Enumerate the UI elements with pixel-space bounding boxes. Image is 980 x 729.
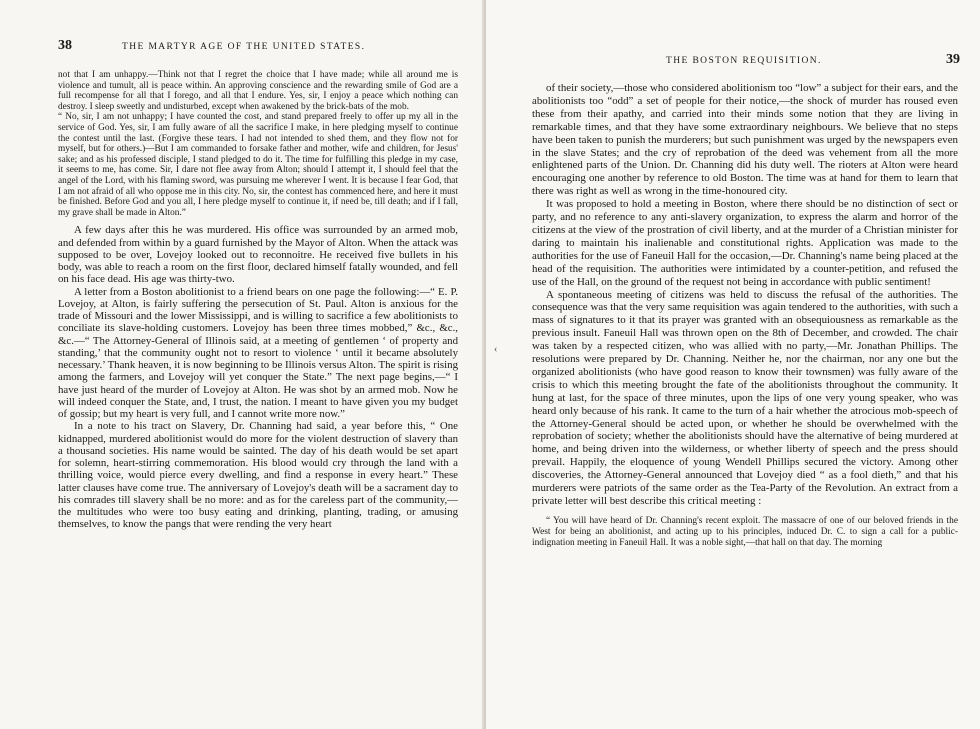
left-page-number: 38 bbox=[58, 38, 72, 53]
left-body-paragraphs bbox=[58, 224, 458, 530]
right-page bbox=[486, 0, 980, 729]
body-paragraph: In a note to his tract on Slavery, Dr. Channing had said, a year before this, “ One kidnapped, murdered abolitionist would do more for the violent destruction of slavery than a thousand societies. His name would be sainted. The day of his death would be set apart for solemn, heart-stirring commemoration. His blood would cry through the land with a thrilling voice, would pierce every dwelling, and find a response in every heart.” These latter clauses have come true. The anniversary of Lovejoy's death will be a sacrament day to his comrades till slavery shall be no more: and as for the careless part of the community,—the multitudes who were too busy eating and drinking, planting, trading, or amusing themselves, to know the pangs that were rending the very heart bbox=[58, 420, 458, 531]
left-body-text bbox=[58, 70, 458, 531]
body-paragraph: of their society,—those who considered abolitionism too “low” a subject for their ears, and the abolitionists too “odd” a set of people for their notice,—the shock of murder has roused even these from their apathy, and carried into their minds some notion that they are living in remarkable times, and that they have some extraordinary neighbours. We believe that no steps have been taken to punish the murderers; but such punishment was urged by the newspapers even in the slave States; and the cry of reprobation of the deed was vehement from all the more enlightened parts of the Union. Dr. Channing did his duty well. The rioters at Alton were heard encouraging one another by reference to old Boston. The time was at hand for them to learn that there was right as well as wrong in the time-honoured city. bbox=[532, 82, 958, 198]
body-paragraph: A few days after this he was murdered. His office was surrounded by an armed mob, and defended from within by a guard furnished by the Mayor of Alton. When the attack was supposed to be over, Lovejoy looked out to reconnoitre. He received five bullets in his body, was able to reach a room on the first floor, declared himself fatally wounded, and fell on his face dead. His age was thirty-two. bbox=[58, 224, 458, 286]
right-page-number: 39 bbox=[946, 52, 960, 67]
quote-paragraph: not that I am unhappy.—Think not that I regret the choice that I have made; while all around me is violence and tumult, all is peace within. An approving conscience and the rewarding smile of God are a full recompense for all that I forego, and all that I endure. Yes, sir, I enjoy a peace which nothing can destroy. I sleep sweetly and undisturbed, except when awakened by the brick-bats of the mob. bbox=[58, 70, 458, 112]
quote-paragraph: “ No, sir, I am not unhappy; I have counted the cost, and stand prepared freely to offer up my all in the service of God. Yes, sir, I am fully aware of all the sacrifice I make, in here pledging myself to continue the contest until the last. (Forgive these tears. I had not intended to shed them, and they flow not for myself, but for others.)—But I am commanded to forsake father and mother, wife and children, for Jesus' sake; and as his professed disciple, I stand pledged to do it. The time for fulfilling this pledge in my case, it seems to me, has come. Sir, I dare not flee away from Alton; should I attempt it, I should feel that the angel of the Lord, with his flaming sword, was pursuing me wherever I went. It is because I fear God, that I am not afraid of all who oppose me in this city. No, sir, the contest has commenced here, and here it must be finished. Before God and you all, I here pledge myself to continue it, if need be, till death; and if I fall, my grave shall be made in Alton.” bbox=[58, 112, 458, 218]
footnote: “ You will have heard of Dr. Channing's recent exploit. The massacre of one of our beloved friends in the West for being an abolitionist, and acting up to his principles, induced Dr. C. to sign a call for a public-indignation meeting in Faneuil Hall. It was a noble sight,—that hall on that day. The morning bbox=[532, 515, 958, 548]
left-running-head bbox=[58, 38, 476, 56]
lovejoy-speech-quote bbox=[58, 70, 458, 218]
left-page bbox=[0, 0, 486, 729]
right-running-head bbox=[532, 52, 960, 70]
margin-mark: ‹ bbox=[494, 344, 498, 355]
body-paragraph: It was proposed to hold a meeting in Boston, where there should be no distinction of sect or party, and no reference to any anti-slavery organization, to express the alarm and horror of the citizens at the view of the prostration of civil liberty, and at the murder of a Christian minister for daring to maintain his inalienable and constitutional rights. Application was made to the authorities for the use of Faneuil Hall for the occasion,—Dr. Channing's name being placed at the head of the requisition. The authorities were intimidated by a counter-petition, and refused the use of the Hall, on the ground of the request not being in accordance with public sentiment! bbox=[532, 198, 958, 288]
right-running-title: THE BOSTON REQUISITION. bbox=[666, 56, 822, 66]
body-paragraph: A spontaneous meeting of citizens was held to discuss the refusal of the authorities. The consequence was that the very same requisition was again tendered to the authorities, with such a mass of signatures to it that its prayer was granted with an obsequiousness as remarkable as the previous insult. Faneuil Hall was thrown open on the 8th of December, and crowded. The chair was taken by a respected citizen, who was allied with no party,—Mr. Jonathan Phillips. The resolutions were prepared by Dr. Channing. Neither he, nor the chairman, nor any one but the organized abolitionists (who have good reason to know their townsmen) was fully aware of the crisis to which this meeting brought the fate of the abolitionists throughout the community. It hung at last, for the space of three minutes, upon the lips of one very young speaker, who was heard only because of his rank. It came to the turn of a hair whether the atrocious mob-speech of the Attorney-General should be acted upon, or whether he should be overwhelmed with the reprobation of society; whether the abolitionists should have the alternative of being murdered at home, and being driven into the wilderness, or whether liberty of speech and the press should prevail. Happily, the eloquence of young Wendell Phillips secured the victory. Among other discoveries, the Attorney-General announced that Lovejoy died “ as a fool dieth,” and that his murderers were patriots of the same order as the Tea-Party of the Revolution. An extract from a private letter will best describe this critical meeting : bbox=[532, 288, 958, 507]
body-paragraph: A letter from a Boston abolitionist to a friend bears on one page the following:—“ E. P. Lovejoy, at Alton, is fairly suffering the persecution of St. Paul. Alton is anxious for the trade of Missouri and the lower Mississippi, and is willing to sacrifice a few abolitionists to conciliate its slave-holding customers. Lovejoy has been three times mobbed,” &c., &c., &c.—“ The Attorney-General of Illinois said, at a meeting of gentlemen ‘ of property and standing,’ that the community ought not to resort to violence ‘ until it became absolutely necessary.’ Thank heaven, it is now beginning to be Illinois versus Alton. The spirit is rising among the farmers, and Lovejoy will yet conquer the State.” The next page begins,—“ I have just heard of the murder of Lovejoy at Alton. He was shot by an armed mob. Now he will indeed conquer the State, and, I trust, the nation. I meant to have given you my budget of gossip; but my heart is very full, and I cannot write more now.” bbox=[58, 285, 458, 421]
left-running-title: THE MARTYR AGE OF THE UNITED STATES. bbox=[122, 42, 366, 52]
right-body-text bbox=[532, 82, 958, 548]
right-body-paragraphs bbox=[532, 82, 958, 508]
